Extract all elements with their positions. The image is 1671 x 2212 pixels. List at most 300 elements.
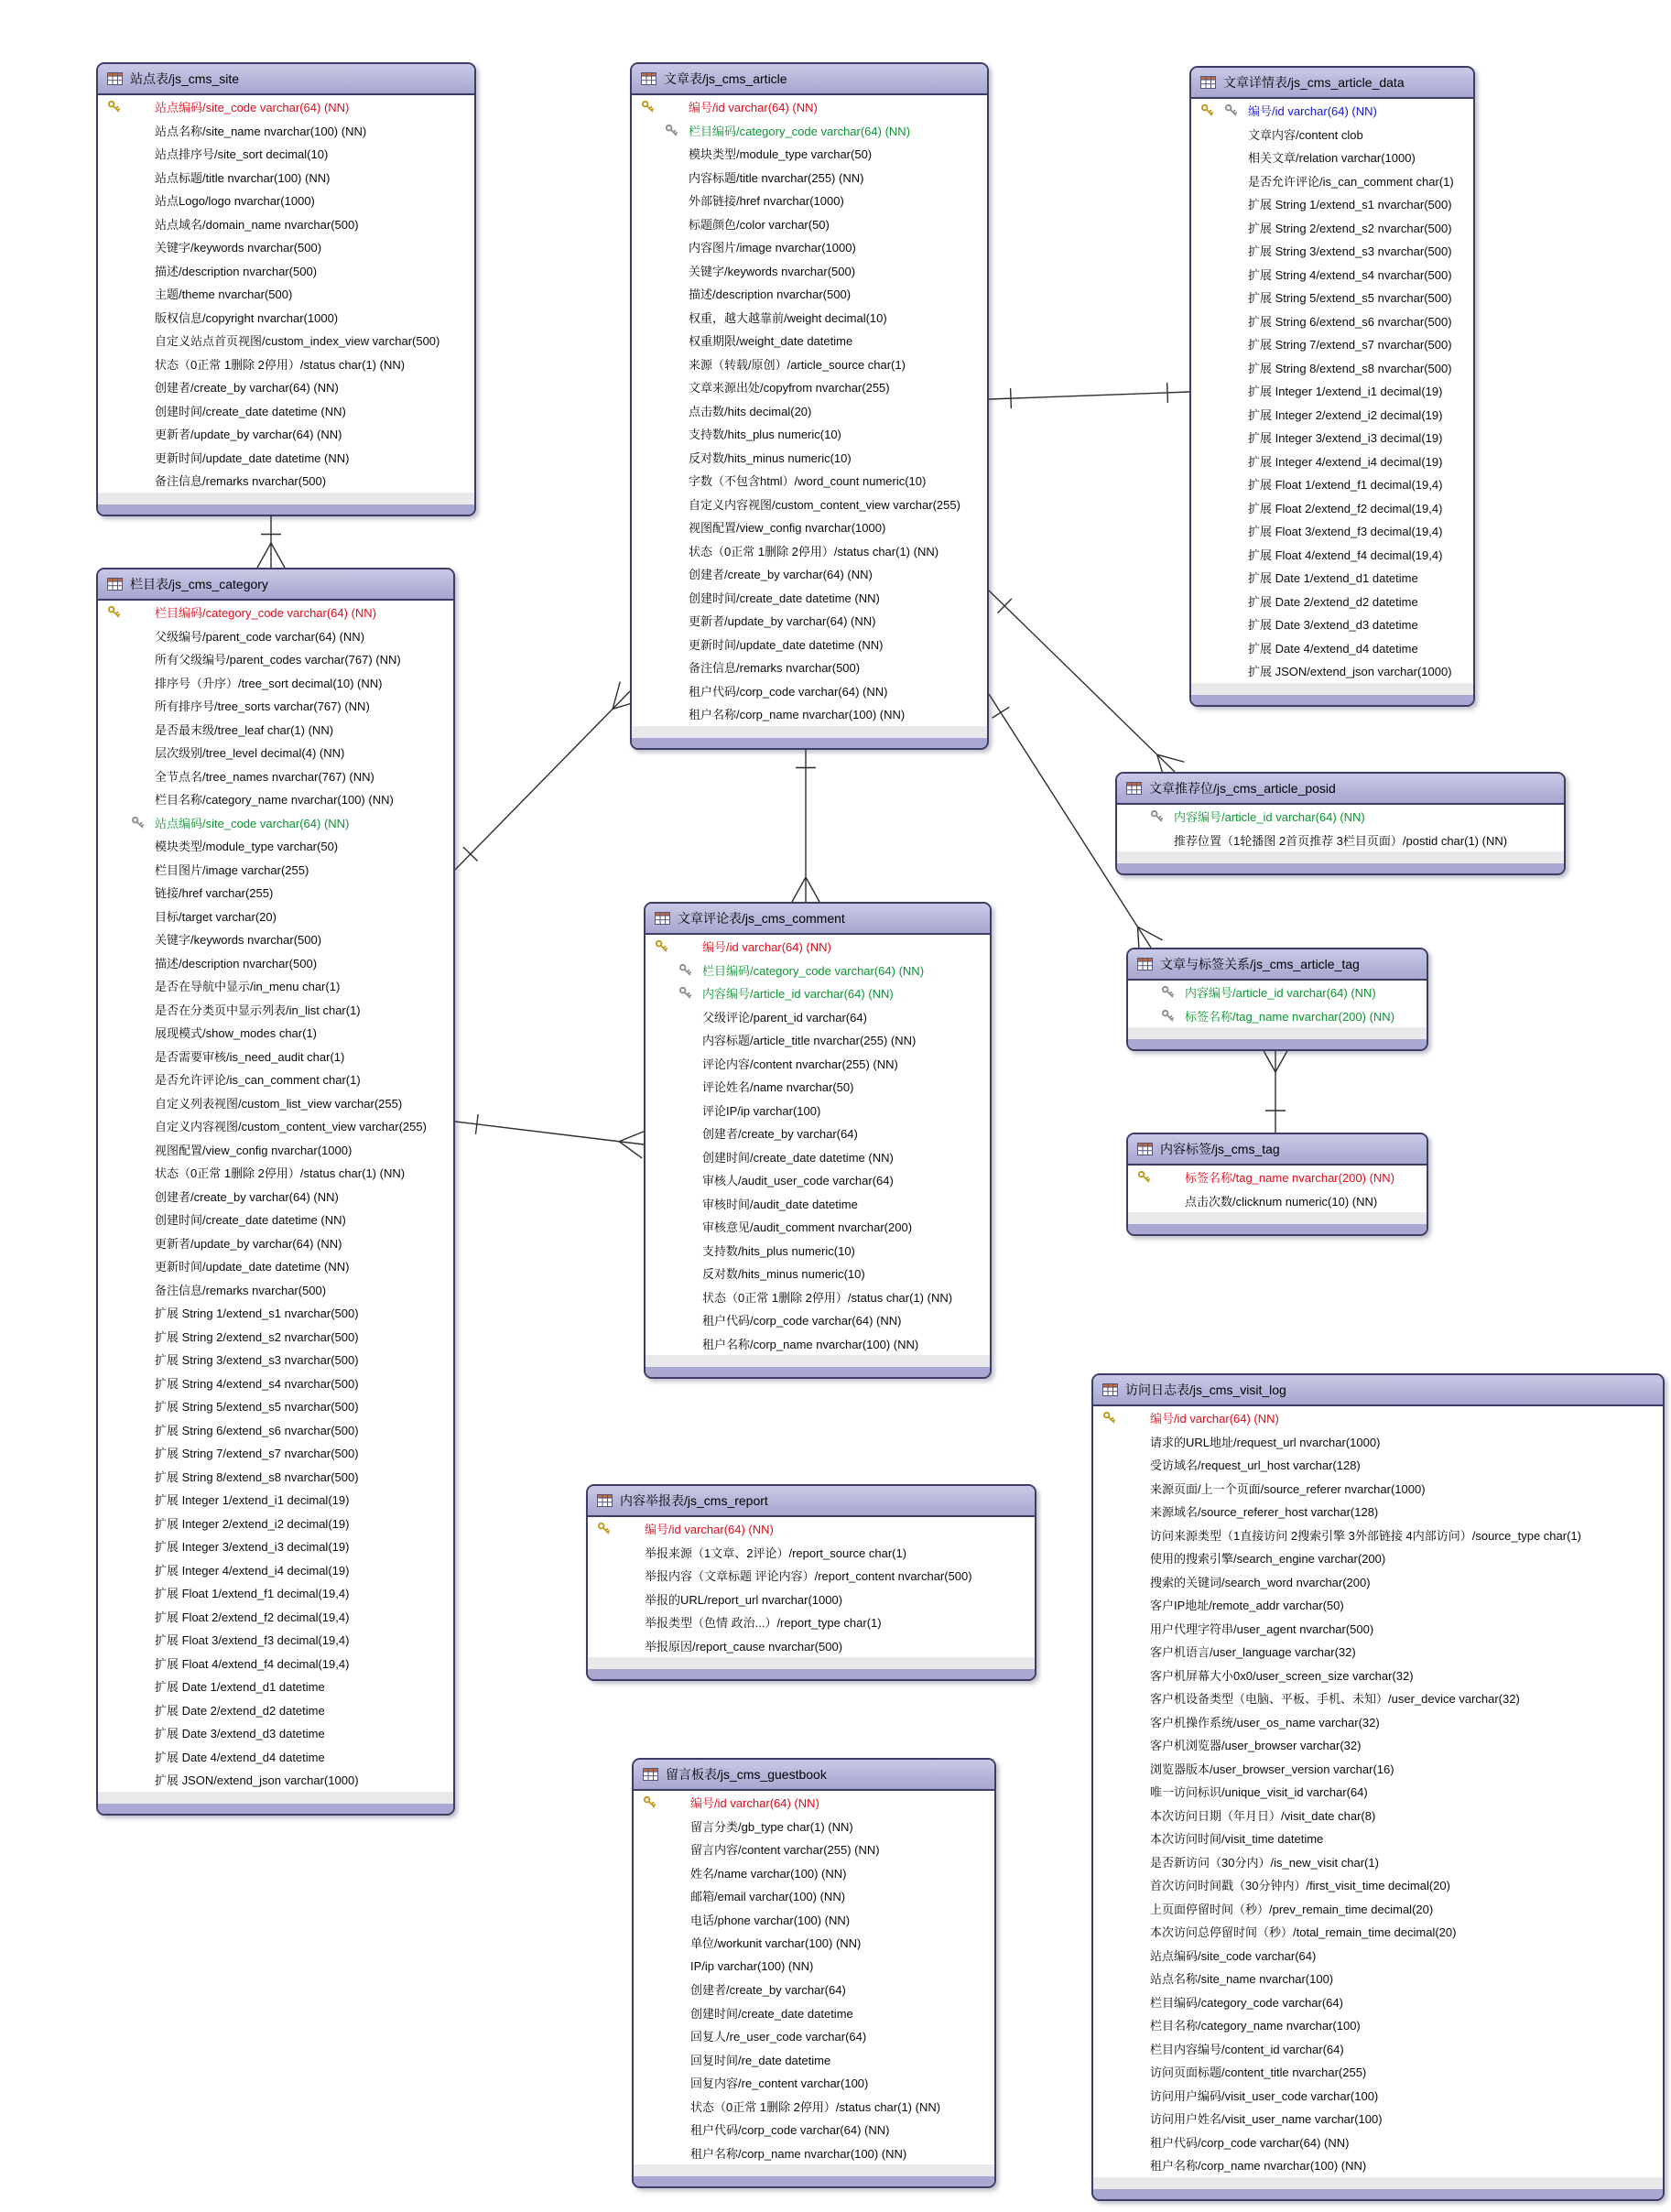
field-row[interactable] xyxy=(98,974,453,998)
field-row[interactable] xyxy=(98,1161,453,1185)
field-row[interactable] xyxy=(634,2024,994,2048)
field-row[interactable] xyxy=(98,1231,453,1255)
field-row[interactable] xyxy=(1191,216,1473,240)
field-row[interactable] xyxy=(98,142,474,166)
field-row[interactable] xyxy=(588,1634,1035,1658)
field-row[interactable] xyxy=(632,306,987,330)
field-row[interactable] xyxy=(1191,263,1473,287)
field-label: 编号/id varchar(64) (NN) xyxy=(645,1523,774,1537)
field-label: 创建时间/create_date datetime xyxy=(690,2006,853,2021)
field-row[interactable] xyxy=(98,1325,453,1349)
field-row[interactable] xyxy=(1093,1967,1663,1990)
field-row[interactable] xyxy=(98,718,453,742)
field-row[interactable] xyxy=(1093,1546,1663,1570)
field-label: 编号/id varchar(64) (NN) xyxy=(1248,104,1377,119)
field-row[interactable] xyxy=(1093,1920,1663,1944)
field-row[interactable] xyxy=(632,633,987,656)
field-row[interactable] xyxy=(1093,1686,1663,1710)
field-row[interactable] xyxy=(1191,519,1473,543)
table-header[interactable] xyxy=(646,904,990,935)
field-row[interactable] xyxy=(98,1558,453,1582)
foreign-key-icon xyxy=(678,986,692,1000)
field-label: 支持数/hits_plus numeric(10) xyxy=(689,428,841,442)
field-label: 扩展 Float 3/extend_f3 decimal(19,4) xyxy=(155,1633,350,1648)
field-row[interactable] xyxy=(98,1114,453,1138)
field-row[interactable] xyxy=(646,981,990,1005)
field-row[interactable] xyxy=(98,1045,453,1068)
field-row[interactable] xyxy=(1093,1523,1663,1547)
field-row[interactable] xyxy=(1093,1593,1663,1617)
field-row[interactable] xyxy=(634,2095,994,2119)
field-label: 站点名称/site_name nvarchar(100) (NN) xyxy=(155,124,367,138)
field-row[interactable] xyxy=(1191,123,1473,146)
primary-key-icon xyxy=(107,100,121,114)
field-row[interactable] xyxy=(98,1068,453,1091)
field-row[interactable] xyxy=(1093,1430,1663,1454)
field-row[interactable] xyxy=(632,375,987,399)
field-label: 是否允许评论/is_can_comment char(1) xyxy=(155,1073,361,1088)
field-row[interactable] xyxy=(1191,332,1473,356)
field-label: 创建时间/create_date datetime (NN) xyxy=(155,1213,346,1228)
field-row[interactable] xyxy=(1093,1453,1663,1477)
field-row[interactable] xyxy=(588,1517,1035,1541)
field-row[interactable] xyxy=(98,671,453,695)
field-row[interactable] xyxy=(1093,1757,1663,1781)
field-row[interactable] xyxy=(98,624,453,648)
field-row[interactable] xyxy=(98,235,474,259)
field-row[interactable] xyxy=(1191,379,1473,403)
field-row[interactable] xyxy=(632,515,987,539)
field-row[interactable] xyxy=(98,469,474,493)
table-js_cms_site[interactable] xyxy=(96,62,476,516)
field-row[interactable] xyxy=(646,1145,990,1169)
field-label: 租户名称/corp_name nvarchar(100) (NN) xyxy=(689,708,906,722)
field-label: 站点编码/site_code varchar(64) (NN) xyxy=(155,816,350,830)
field-row[interactable] xyxy=(98,1091,453,1115)
table-fields xyxy=(98,95,474,493)
table-header[interactable] xyxy=(98,569,453,601)
field-row[interactable] xyxy=(98,1698,453,1722)
relationship-line[interactable] xyxy=(455,682,640,870)
field-label: 创建者/create_by varchar(64) (NN) xyxy=(155,381,339,396)
field-row[interactable] xyxy=(634,1815,994,1838)
field-label: 回复人/re_user_code varchar(64) xyxy=(690,2030,867,2044)
field-label: 扩展 Integer 1/extend_i1 decimal(19) xyxy=(1248,385,1443,399)
field-row[interactable] xyxy=(1128,1166,1427,1189)
table-js_cms_article_tag[interactable] xyxy=(1126,948,1428,1051)
field-row[interactable] xyxy=(98,1534,453,1558)
field-label: 唯一访问标识/unique_visit_id varchar(64) xyxy=(1150,1785,1368,1800)
field-label: 描述/description nvarchar(500) xyxy=(155,956,318,970)
field-row[interactable] xyxy=(632,282,987,306)
field-row[interactable] xyxy=(98,1394,453,1418)
field-row[interactable] xyxy=(98,1488,453,1512)
field-row[interactable] xyxy=(98,1185,453,1209)
field-label: 状态（0正常 1删除 2停用）/status char(1) (NN) xyxy=(702,1290,953,1305)
field-label: 举报内容（文章标题 评论内容）/report_content nvarchar(500) xyxy=(645,1569,972,1584)
field-row[interactable] xyxy=(98,694,453,718)
field-label: 自定义列表视图/custom_list_view varchar(255) xyxy=(155,1096,403,1111)
field-label: 扩展 Integer 4/extend_i4 decimal(19) xyxy=(155,1563,350,1578)
field-row[interactable] xyxy=(634,1861,994,1885)
field-row[interactable] xyxy=(1093,1406,1663,1430)
field-label: 支持数/hits_plus numeric(10) xyxy=(702,1243,855,1258)
field-row[interactable] xyxy=(98,787,453,811)
field-row[interactable] xyxy=(98,858,453,882)
field-row[interactable] xyxy=(98,951,453,975)
field-row[interactable] xyxy=(1191,192,1473,216)
field-row[interactable] xyxy=(98,352,474,376)
field-row[interactable] xyxy=(98,998,453,1022)
table-header[interactable] xyxy=(1128,1134,1427,1166)
field-row[interactable] xyxy=(632,166,987,190)
field-label: 举报类型（色情 政治...）/report_type char(1) xyxy=(645,1616,882,1631)
table-footer-strip xyxy=(98,1792,453,1804)
field-row[interactable] xyxy=(632,329,987,352)
field-row[interactable] xyxy=(1191,309,1473,333)
field-row[interactable] xyxy=(588,1564,1035,1588)
table-js_cms_guestbook[interactable] xyxy=(632,1758,996,2188)
foreign-key-icon xyxy=(665,124,678,137)
field-row[interactable] xyxy=(98,399,474,423)
field-row[interactable] xyxy=(632,656,987,679)
field-row[interactable] xyxy=(98,1278,453,1302)
field-row[interactable] xyxy=(98,1581,453,1605)
table-title: 站点表/js_cms_site xyxy=(130,71,240,86)
field-row[interactable] xyxy=(98,1441,453,1465)
field-label: 创建者/create_by varchar(64) (NN) xyxy=(155,1189,339,1204)
field-label: 评论姓名/name nvarchar(50) xyxy=(702,1080,854,1095)
table-js_cms_visit_log[interactable] xyxy=(1091,1373,1665,2201)
field-row[interactable] xyxy=(98,375,474,399)
field-row[interactable] xyxy=(1093,2107,1663,2131)
field-row[interactable] xyxy=(1191,239,1473,263)
field-row[interactable] xyxy=(98,1768,453,1792)
field-row[interactable] xyxy=(98,1745,453,1769)
field-row[interactable] xyxy=(98,1254,453,1278)
field-row[interactable] xyxy=(646,1168,990,1192)
field-row[interactable] xyxy=(632,259,987,283)
field-label: 更新时间/update_date datetime (NN) xyxy=(155,1260,350,1274)
table-header[interactable] xyxy=(1191,68,1473,99)
field-row[interactable] xyxy=(1191,286,1473,309)
field-row[interactable] xyxy=(632,493,987,516)
field-row[interactable] xyxy=(632,119,987,143)
field-row[interactable] xyxy=(632,142,987,166)
field-label: 创建时间/create_date datetime (NN) xyxy=(155,404,346,418)
field-row[interactable] xyxy=(98,95,474,119)
field-row[interactable] xyxy=(1093,1733,1663,1757)
field-row[interactable] xyxy=(646,959,990,982)
field-row[interactable] xyxy=(1093,1710,1663,1734)
field-row[interactable] xyxy=(1093,1897,1663,1921)
table-js_cms_comment[interactable] xyxy=(644,902,992,1379)
field-row[interactable] xyxy=(1093,1617,1663,1641)
field-label: 租户代码/corp_code varchar(64) (NN) xyxy=(690,2123,890,2138)
field-label: 租户名称/corp_name nvarchar(100) (NN) xyxy=(702,1337,919,1351)
field-row[interactable] xyxy=(98,422,474,446)
field-row[interactable] xyxy=(1191,659,1473,683)
field-row[interactable] xyxy=(632,95,987,119)
field-row[interactable] xyxy=(632,702,987,726)
field-row[interactable] xyxy=(632,189,987,212)
field-label: 反对数/hits_minus numeric(10) xyxy=(689,450,852,465)
field-row[interactable] xyxy=(1093,1944,1663,1968)
field-label: 文章来源出处/copyfrom nvarchar(255) xyxy=(689,381,890,396)
field-row[interactable] xyxy=(98,1372,453,1395)
field-row[interactable] xyxy=(1191,146,1473,169)
relationship-line[interactable] xyxy=(257,513,285,569)
field-row[interactable] xyxy=(1128,1189,1427,1213)
table-title: 内容举报表/js_cms_report xyxy=(620,1493,768,1508)
field-row[interactable] xyxy=(98,1418,453,1442)
field-row[interactable] xyxy=(1093,1873,1663,1897)
field-label: 来源（转载/原创）/article_source char(1) xyxy=(689,357,906,372)
field-row[interactable] xyxy=(98,1348,453,1372)
field-row[interactable] xyxy=(634,2118,994,2142)
field-row[interactable] xyxy=(1117,805,1564,829)
field-row[interactable] xyxy=(98,811,453,835)
field-row[interactable] xyxy=(98,1138,453,1162)
table-grid-icon xyxy=(1126,782,1142,795)
field-row[interactable] xyxy=(634,1791,994,1815)
field-label: 关键字/keywords nvarchar(500) xyxy=(155,241,322,255)
field-label: 扩展 String 5/extend_s5 nvarchar(500) xyxy=(155,1400,359,1415)
field-row[interactable] xyxy=(1191,169,1473,193)
field-row[interactable] xyxy=(646,1285,990,1309)
field-row[interactable] xyxy=(646,1005,990,1029)
field-row[interactable] xyxy=(1191,543,1473,567)
field-row[interactable] xyxy=(1191,496,1473,520)
field-row[interactable] xyxy=(632,586,987,610)
field-row[interactable] xyxy=(1093,1500,1663,1523)
field-row[interactable] xyxy=(1093,1780,1663,1804)
field-label: 展现模式/show_modes char(1) xyxy=(155,1026,317,1041)
primary-key-icon xyxy=(1200,103,1214,117)
field-label: 扩展 String 6/extend_s6 nvarchar(500) xyxy=(1248,314,1452,329)
field-row[interactable] xyxy=(634,2071,994,2095)
field-row[interactable] xyxy=(632,539,987,563)
field-row[interactable] xyxy=(588,1541,1035,1565)
field-label: 状态（0正常 1删除 2停用）/status char(1) (NN) xyxy=(690,2099,941,2114)
table-header[interactable] xyxy=(98,64,474,95)
field-row[interactable] xyxy=(646,1099,990,1122)
field-row[interactable] xyxy=(98,1021,453,1045)
field-row[interactable] xyxy=(98,282,474,306)
field-row[interactable] xyxy=(1128,981,1427,1004)
field-row[interactable] xyxy=(98,647,453,671)
field-row[interactable] xyxy=(1191,613,1473,636)
field-row[interactable] xyxy=(1093,2060,1663,2084)
field-row[interactable] xyxy=(98,1675,453,1698)
field-label: 用户代理字符串/user_agent nvarchar(500) xyxy=(1150,1621,1374,1636)
field-row[interactable] xyxy=(1093,1477,1663,1501)
table-header[interactable] xyxy=(588,1486,1035,1517)
field-row[interactable] xyxy=(634,1884,994,1908)
field-label: 站点标题/title nvarchar(100) (NN) xyxy=(155,170,331,185)
field-row[interactable] xyxy=(632,562,987,586)
field-label: 站点编码/site_code varchar(64) (NN) xyxy=(155,101,350,115)
field-row[interactable] xyxy=(646,1262,990,1285)
field-row[interactable] xyxy=(98,189,474,212)
field-row[interactable] xyxy=(1191,450,1473,473)
field-row[interactable] xyxy=(634,2001,994,2025)
field-row[interactable] xyxy=(1191,426,1473,450)
field-label: 是否允许评论/is_can_comment char(1) xyxy=(1248,174,1454,189)
field-row[interactable] xyxy=(646,1192,990,1216)
field-row[interactable] xyxy=(98,905,453,928)
field-row[interactable] xyxy=(98,1652,453,1675)
field-label: 电话/phone varchar(100) (NN) xyxy=(690,1913,851,1927)
field-label: 举报原因/report_cause nvarchar(500) xyxy=(645,1639,843,1654)
field-row[interactable] xyxy=(98,1721,453,1745)
field-row[interactable] xyxy=(98,329,474,352)
field-row[interactable] xyxy=(98,1208,453,1231)
relationship-line[interactable] xyxy=(455,1114,646,1158)
relationship-line[interactable] xyxy=(1262,1047,1289,1133)
table-fields xyxy=(1128,1166,1427,1212)
field-row[interactable] xyxy=(1191,566,1473,590)
table-footer-bar xyxy=(1191,695,1473,705)
field-row[interactable] xyxy=(588,1588,1035,1611)
primary-key-icon xyxy=(597,1522,611,1535)
field-row[interactable] xyxy=(98,764,453,788)
field-row[interactable] xyxy=(98,166,474,190)
table-js_cms_article_data[interactable] xyxy=(1189,66,1475,707)
field-row[interactable] xyxy=(1128,1004,1427,1028)
table-footer-bar xyxy=(98,504,474,515)
field-row[interactable] xyxy=(646,935,990,959)
field-row[interactable] xyxy=(98,1605,453,1629)
field-row[interactable] xyxy=(646,1308,990,1332)
field-label: 内容编号/article_id varchar(64) (NN) xyxy=(702,987,894,1002)
field-label: 标签名称/tag_name nvarchar(200) (NN) xyxy=(1185,1009,1395,1024)
field-label: 邮箱/email varchar(100) (NN) xyxy=(690,1890,846,1904)
table-header[interactable] xyxy=(1128,949,1427,981)
field-row[interactable] xyxy=(632,212,987,236)
field-row[interactable] xyxy=(1093,1827,1663,1850)
field-row[interactable] xyxy=(646,1122,990,1145)
field-label: 扩展 String 2/extend_s2 nvarchar(500) xyxy=(1248,221,1452,235)
field-row[interactable] xyxy=(1093,2037,1663,2061)
field-row[interactable] xyxy=(646,1332,990,1356)
field-row[interactable] xyxy=(1093,1570,1663,1594)
field-row[interactable] xyxy=(1093,2153,1663,2177)
field-label: 反对数/hits_minus numeric(10) xyxy=(702,1267,865,1282)
field-row[interactable] xyxy=(646,1239,990,1263)
field-label: 是否最末级/tree_leaf char(1) (NN) xyxy=(155,722,334,737)
table-js_cms_category[interactable] xyxy=(96,568,455,1816)
field-row[interactable] xyxy=(98,1628,453,1652)
field-row[interactable] xyxy=(632,609,987,633)
field-row[interactable] xyxy=(646,1052,990,1076)
field-label: 栏目名称/category_name nvarchar(100) xyxy=(1150,2019,1361,2033)
field-row[interactable] xyxy=(1117,829,1564,852)
field-row[interactable] xyxy=(98,1301,453,1325)
field-row[interactable] xyxy=(632,399,987,423)
field-row[interactable] xyxy=(632,446,987,470)
field-label: 扩展 String 3/extend_s3 nvarchar(500) xyxy=(1248,244,1452,259)
field-row[interactable] xyxy=(1093,2013,1663,2037)
field-row[interactable] xyxy=(1191,403,1473,427)
field-row[interactable] xyxy=(98,1512,453,1535)
field-row[interactable] xyxy=(634,2142,994,2165)
field-row[interactable] xyxy=(98,212,474,236)
field-row[interactable] xyxy=(646,1075,990,1099)
field-row[interactable] xyxy=(1191,636,1473,660)
field-row[interactable] xyxy=(1093,2084,1663,2108)
field-row[interactable] xyxy=(1093,1640,1663,1664)
field-row[interactable] xyxy=(634,2048,994,2072)
field-row[interactable] xyxy=(98,119,474,143)
table-header[interactable] xyxy=(1093,1375,1663,1406)
field-row[interactable] xyxy=(1093,2131,1663,2154)
field-row[interactable] xyxy=(1093,1664,1663,1687)
field-row[interactable] xyxy=(98,446,474,470)
field-row[interactable] xyxy=(588,1610,1035,1634)
field-row[interactable] xyxy=(634,1978,994,2001)
field-row[interactable] xyxy=(1191,99,1473,123)
relationship-line[interactable] xyxy=(989,591,1184,782)
field-row[interactable] xyxy=(98,741,453,764)
field-row[interactable] xyxy=(1093,1990,1663,2014)
field-row[interactable] xyxy=(98,601,453,624)
table-js_cms_tag[interactable] xyxy=(1126,1133,1428,1236)
field-row[interactable] xyxy=(1093,1804,1663,1827)
field-label: 栏目图片/image varchar(255) xyxy=(155,862,309,877)
field-row[interactable] xyxy=(634,1931,994,1955)
field-label: 站点编码/site_code varchar(64) xyxy=(1150,1948,1317,1963)
field-row[interactable] xyxy=(98,306,474,330)
table-js_cms_article[interactable] xyxy=(630,62,989,750)
table-fields xyxy=(588,1517,1035,1657)
relationship-line[interactable] xyxy=(989,383,1189,408)
field-label: 首次访问时间戳（30分钟内）/first_visit_time decimal(20) xyxy=(1150,1879,1450,1893)
field-label: 推荐位置（1轮播图 2首页推荐 3栏目页面）/postid char(1) (NN) xyxy=(1174,833,1508,848)
table-header[interactable] xyxy=(634,1760,994,1791)
table-js_cms_article_posid[interactable] xyxy=(1115,772,1566,875)
field-row[interactable] xyxy=(634,1838,994,1861)
field-label: 客户机屏幕大小0x0/user_screen_size varchar(32) xyxy=(1150,1668,1414,1683)
field-row[interactable] xyxy=(1191,472,1473,496)
field-row[interactable] xyxy=(646,1028,990,1052)
field-row[interactable] xyxy=(632,679,987,703)
field-row[interactable] xyxy=(98,881,453,905)
field-row[interactable] xyxy=(98,1465,453,1489)
table-grid-icon xyxy=(1137,1143,1153,1155)
field-row[interactable] xyxy=(646,1215,990,1239)
field-row[interactable] xyxy=(632,235,987,259)
field-row[interactable] xyxy=(1191,356,1473,380)
table-header[interactable] xyxy=(1117,774,1564,805)
field-row[interactable] xyxy=(98,259,474,283)
field-label: 栏目编码/category_code varchar(64) xyxy=(1150,1995,1343,2010)
field-row[interactable] xyxy=(634,1955,994,1979)
field-row[interactable] xyxy=(98,834,453,858)
field-row[interactable] xyxy=(632,422,987,446)
field-row[interactable] xyxy=(1093,1850,1663,1874)
field-row[interactable] xyxy=(632,469,987,493)
table-js_cms_report[interactable] xyxy=(586,1484,1036,1681)
table-header[interactable] xyxy=(632,64,987,95)
field-row[interactable] xyxy=(98,927,453,951)
field-row[interactable] xyxy=(634,1908,994,1932)
relationship-line[interactable] xyxy=(792,746,819,903)
field-label: 标签名称/tag_name nvarchar(200) (NN) xyxy=(1185,1171,1395,1186)
field-row[interactable] xyxy=(632,352,987,376)
field-row[interactable] xyxy=(1191,590,1473,613)
field-label: 留言内容/content varchar(255) (NN) xyxy=(690,1843,880,1858)
